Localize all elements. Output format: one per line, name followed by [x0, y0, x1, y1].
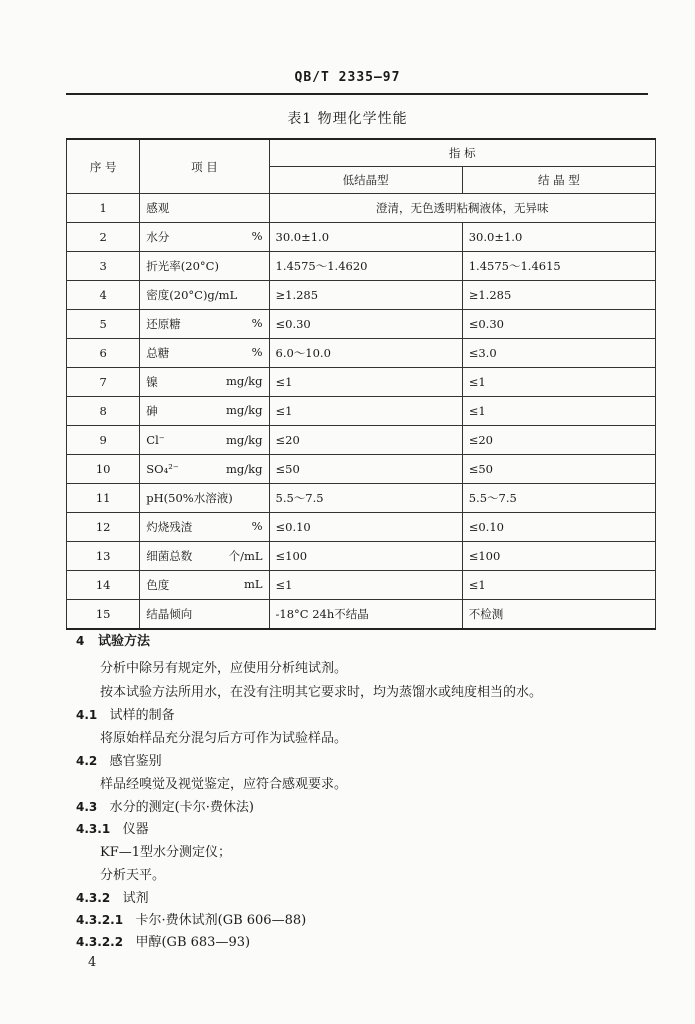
row-number: 11 — [67, 484, 140, 513]
row-number: 15 — [67, 600, 140, 630]
value-crystal: ≤1 — [462, 368, 655, 397]
row-number: 6 — [67, 339, 140, 368]
section-title: 试剂 — [122, 891, 149, 906]
table-title: 表1 物理化学性能 — [287, 111, 408, 127]
paragraph: 按本试验方法所用水，在没有注明其它要求时，均为蒸馏水或纯度相当的水。 — [100, 685, 543, 700]
header-rule — [66, 93, 648, 95]
item-cell — [140, 513, 269, 542]
value-crystal: 不检测 — [462, 600, 655, 630]
item-name: 结晶倾向 — [146, 607, 193, 621]
section-number: 4.3.2 — [76, 891, 111, 905]
section-number: 4.3.1 — [76, 822, 111, 836]
header-no: 序 号 — [67, 139, 140, 194]
item-name: 色度 — [146, 578, 170, 592]
section-title: 仪器 — [122, 822, 149, 837]
row-number: 7 — [67, 368, 140, 397]
item-name: Cl⁻ — [146, 433, 165, 447]
row-number: 3 — [67, 252, 140, 281]
section-number: 4.2 — [76, 754, 98, 768]
table-row — [67, 513, 656, 542]
item-cell — [140, 339, 269, 368]
section-title: 试样的制备 — [109, 708, 175, 723]
item-name: 细菌总数 — [146, 549, 193, 563]
value-low-crystal: ≤0.10 — [269, 513, 462, 542]
item-name: 还原糖 — [146, 317, 181, 331]
paragraph: 分析中除另有规定外，应使用分析纯试剂。 — [100, 661, 348, 676]
value-crystal: 30.0±1.0 — [462, 223, 655, 252]
item-cell — [140, 194, 269, 223]
row-number: 13 — [67, 542, 140, 571]
item-name: 砷 — [146, 404, 158, 418]
value-low-crystal: 30.0±1.0 — [269, 223, 462, 252]
table-row — [67, 600, 656, 630]
standard-code: QB/T 2335—97 — [294, 70, 401, 85]
row-number: 14 — [67, 571, 140, 600]
value-low-crystal: ≤50 — [269, 455, 462, 484]
header-crystal: 结 晶 型 — [462, 167, 655, 194]
section-title: 卡尔·费休试剂(GB 606—88) — [135, 913, 307, 928]
item-unit: mg/kg — [226, 433, 263, 447]
item-name: 水分 — [146, 230, 170, 244]
table-row — [67, 397, 656, 426]
section-4-1-heading — [76, 704, 175, 723]
paragraph: 将原始样品充分混匀后方可作为试验样品。 — [100, 731, 348, 746]
value-crystal: ≤3.0 — [462, 339, 655, 368]
table-body — [67, 194, 656, 630]
value-low-crystal: ≤1 — [269, 368, 462, 397]
value-low-crystal: -18°C 24h不结晶 — [269, 600, 462, 630]
section-4-3-2-heading — [76, 887, 149, 906]
value-low-crystal: 5.5～7.5 — [269, 484, 462, 513]
item-cell — [140, 368, 269, 397]
item-unit: % — [251, 519, 263, 533]
section-title: 试验方法 — [97, 634, 150, 649]
row-number: 8 — [67, 397, 140, 426]
row-number: 12 — [67, 513, 140, 542]
value-low-crystal: 1.4575～1.4620 — [269, 252, 462, 281]
section-4-2-heading — [76, 750, 162, 769]
item-unit: mg/kg — [226, 374, 263, 388]
section-4-3-heading — [76, 796, 254, 815]
item-unit: mg/kg — [226, 403, 263, 417]
item-cell — [140, 397, 269, 426]
header-item: 项 目 — [140, 139, 269, 194]
table-row — [67, 455, 656, 484]
table-row — [67, 542, 656, 571]
section-number: 4.3.2.2 — [76, 935, 124, 949]
item-unit: % — [251, 345, 263, 359]
section-4-3-1-heading — [76, 818, 149, 837]
section-title: 水分的测定(卡尔·费休法) — [109, 800, 254, 815]
section-number: 4.3 — [76, 800, 98, 814]
table-row — [67, 426, 656, 455]
value-crystal: ≤100 — [462, 542, 655, 571]
value-crystal: ≤1 — [462, 571, 655, 600]
value-low-crystal: ≤100 — [269, 542, 462, 571]
section-4-3-2-2-heading — [76, 931, 250, 950]
section-number: 4.3.2.1 — [76, 913, 124, 927]
item-name: 镍 — [146, 375, 158, 389]
item-unit: 个/mL — [228, 549, 263, 563]
item-name: 灼烧残渣 — [146, 520, 193, 534]
item-cell — [140, 542, 269, 571]
item-cell — [140, 426, 269, 455]
item-cell — [140, 252, 269, 281]
item-name: 密度(20°C)g/mL — [146, 288, 238, 302]
item-cell — [140, 600, 269, 630]
value-crystal: ≤0.30 — [462, 310, 655, 339]
value-low-crystal: ≤1 — [269, 397, 462, 426]
page-number: 4 — [88, 955, 97, 970]
item-name: SO₄²⁻ — [146, 462, 179, 476]
row-number: 4 — [67, 281, 140, 310]
value-crystal: ≤20 — [462, 426, 655, 455]
table-row — [67, 339, 656, 368]
value-crystal: ≤0.10 — [462, 513, 655, 542]
item-unit: mg/kg — [226, 462, 263, 476]
value-merged: 澄清，无色透明粘稠液体，无异味 — [269, 194, 656, 223]
table-row — [67, 194, 656, 223]
item-cell — [140, 484, 269, 513]
row-number: 9 — [67, 426, 140, 455]
header-indicator: 指 标 — [269, 139, 656, 167]
value-low-crystal: ≥1.285 — [269, 281, 462, 310]
item-cell — [140, 281, 269, 310]
table-row — [67, 223, 656, 252]
item-name: 总糖 — [146, 346, 170, 360]
item-unit: % — [251, 229, 263, 243]
section-4-heading — [76, 630, 150, 649]
item-cell — [140, 455, 269, 484]
value-crystal: ≤1 — [462, 397, 655, 426]
table-row — [67, 368, 656, 397]
row-number: 5 — [67, 310, 140, 339]
properties-table — [66, 138, 656, 630]
item-name: pH(50%水溶液) — [146, 491, 233, 505]
value-crystal: 1.4575～1.4615 — [462, 252, 655, 281]
row-number: 2 — [67, 223, 140, 252]
item-cell — [140, 310, 269, 339]
row-number: 1 — [67, 194, 140, 223]
table-row — [67, 252, 656, 281]
row-number: 10 — [67, 455, 140, 484]
table-row — [67, 484, 656, 513]
value-low-crystal: ≤0.30 — [269, 310, 462, 339]
value-low-crystal: ≤1 — [269, 571, 462, 600]
value-low-crystal: ≤20 — [269, 426, 462, 455]
value-crystal: ≥1.285 — [462, 281, 655, 310]
value-crystal: 5.5～7.5 — [462, 484, 655, 513]
header-low-crystal: 低结晶型 — [269, 167, 462, 194]
item-unit: % — [251, 316, 263, 330]
item-cell — [140, 223, 269, 252]
section-title: 甲醇(GB 683—93) — [135, 935, 251, 950]
item-cell — [140, 571, 269, 600]
paragraph: KF—1型水分测定仪； — [100, 845, 232, 860]
paragraph: 分析天平。 — [100, 868, 166, 883]
section-number: 4 — [76, 634, 85, 648]
table-row — [67, 310, 656, 339]
value-crystal: ≤50 — [462, 455, 655, 484]
item-name: 感观 — [146, 201, 170, 215]
section-title: 感官鉴别 — [109, 754, 162, 769]
table-row — [67, 281, 656, 310]
item-unit: mL — [243, 577, 263, 591]
paragraph: 样品经嗅觉及视觉鉴定，应符合感观要求。 — [100, 777, 348, 792]
table-row — [67, 571, 656, 600]
item-name: 折光率(20°C) — [146, 259, 219, 273]
section-4-3-2-1-heading — [76, 909, 306, 928]
value-low-crystal: 6.0～10.0 — [269, 339, 462, 368]
section-number: 4.1 — [76, 708, 98, 722]
